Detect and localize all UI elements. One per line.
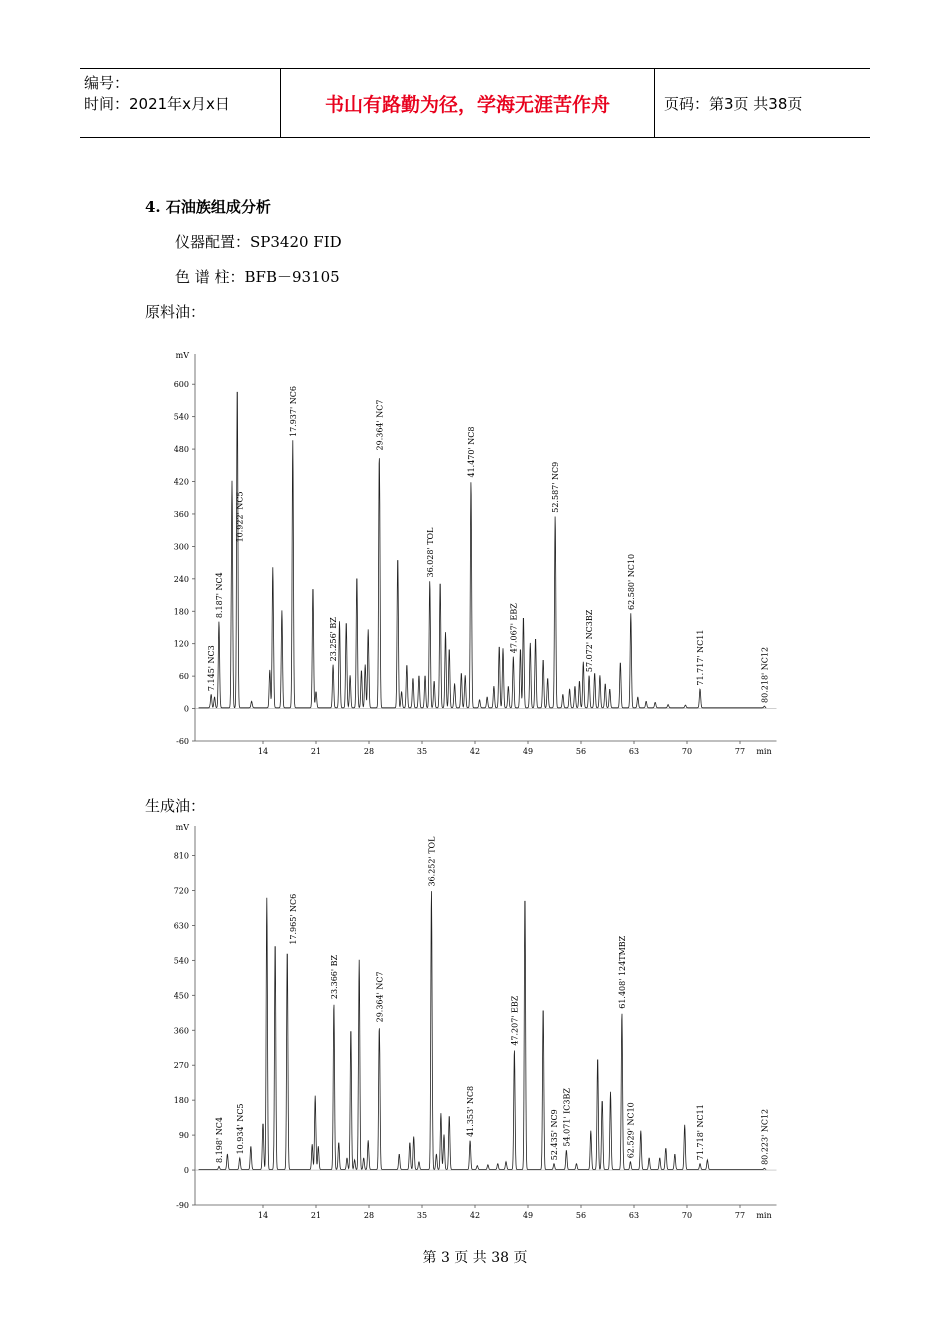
y-tick-label: 180 [173,1096,189,1106]
y-tick-label: 270 [173,1061,189,1071]
peak-annotation: 41.353' NC8 [466,1085,476,1137]
peak-annotation: 17.965' NC6 [289,893,299,945]
x-tick-label: 70 [681,1211,693,1220]
section-title: 4. 石油族组成分析 [145,198,271,216]
peak-annotation: 29.364' NC7 [375,971,385,1023]
y-tick-label: 420 [173,477,189,487]
x-tick-label: 56 [575,747,587,756]
peak-annotation: 10.922' NC5 [235,491,245,543]
header-page-info: 页码：第3页 共38页 [664,94,803,113]
y-tick-label: -60 [176,737,189,746]
x-tick-label: 42 [469,1211,481,1220]
x-tick-label: 56 [575,1211,587,1220]
peak-annotation: 54.071' IC3BZ [562,1088,572,1147]
peak-annotation: 71.717' NC11 [696,629,706,686]
peak-annotation: 62.580' NC10 [626,553,636,610]
peak-annotation: 52.435' NC9 [550,1109,560,1161]
y-tick-label: 540 [173,956,189,966]
y-tick-label: 600 [173,380,189,390]
y-tick-label: 360 [173,509,189,519]
x-tick-label: 42 [469,747,481,756]
peak-annotation: 17.937' NC6 [288,386,298,437]
y-tick-label: 480 [173,445,189,455]
x-tick-label: 70 [681,747,693,756]
column-info: 色 谱 柱：BFB－93105 [175,268,340,286]
y-tick-label: 540 [173,412,189,422]
x-tick-label: 49 [522,1211,534,1220]
x-tick-label: 77 [734,747,746,756]
doc-number-label: 编号： [84,74,130,92]
chart-1-label: 原料油： [145,303,206,321]
x-tick-label: 21 [310,747,322,756]
header-motto: 书山有路勤为径，学海无涯苦作舟 [280,69,655,137]
x-tick-label: 28 [363,747,375,756]
y-tick-label: 60 [178,672,189,682]
y-unit-label: mV [175,351,189,360]
y-tick-label: 630 [173,921,189,931]
chart-2-label: 生成油： [145,797,206,815]
doc-date-label: 时间：2021年x月x日 [84,95,230,113]
x-tick-label: 14 [257,747,269,756]
y-tick-label: 450 [173,991,189,1001]
peak-annotation: 8.187' NC4 [214,572,224,619]
y-tick-label: 720 [173,886,189,896]
peak-annotation: 36.028' TOL [425,527,435,578]
peak-annotation: 23.256' BZ [329,617,339,662]
y-tick-label: 300 [173,542,189,552]
page-header [80,68,870,138]
y-tick-label: 90 [178,1131,189,1141]
peak-annotation: 10.934' NC5 [235,1103,245,1155]
y-tick-label: 240 [173,574,189,584]
peak-annotation: 80.223' NC12 [760,1108,770,1165]
peak-annotation: 29.364' NC7 [375,399,385,451]
x-tick-label: 35 [416,1211,428,1220]
chromatogram-product-oil [0,812,950,1222]
y-tick-label: 360 [173,1026,189,1036]
peak-annotation: 57.072' NC3BZ [585,609,595,673]
peak-annotation: 80.218' NC12 [760,646,770,703]
x-tick-label: 14 [257,1211,269,1220]
y-tick-label: 180 [173,607,189,617]
x-unit-label: min [756,1211,772,1220]
chromatogram-feed-oil [0,340,950,760]
peak-annotation: 8.198' NC4 [215,1117,225,1163]
peak-annotation: 23.366' BZ [329,954,339,1000]
x-tick-label: 63 [628,1211,640,1220]
peak-annotation: 62.529' NC10 [626,1102,636,1159]
peak-annotation: 7.145' NC3 [207,645,217,692]
y-tick-label: -90 [176,1201,189,1210]
signal-trace [199,891,770,1169]
x-tick-label: 28 [363,1211,375,1220]
x-tick-label: 63 [628,747,640,756]
peak-annotation: 47.067' EBZ [509,603,519,654]
y-tick-label: 0 [183,1166,189,1176]
peak-annotation: 52.587' NC9 [551,461,561,513]
y-unit-label: mV [175,823,189,832]
peak-annotation: 71.718' NC11 [696,1104,706,1161]
header-meta [80,69,280,137]
y-tick-label: 120 [173,639,189,649]
x-tick-label: 49 [522,747,534,756]
peak-annotation: 47.207' EBZ [510,995,520,1046]
instrument-config: 仪器配置：SP3420 FID [175,233,342,251]
peak-annotation: 61.408' 124TMBZ [617,935,627,1009]
peak-annotation: 41.470' NC8 [467,426,477,478]
signal-trace [199,392,770,708]
x-tick-label: 35 [416,747,428,756]
x-tick-label: 21 [310,1211,322,1220]
y-tick-label: 810 [173,851,189,861]
x-tick-label: 77 [734,1211,746,1220]
x-unit-label: min [756,747,772,756]
peak-annotation: 36.252' TOL [427,836,437,887]
y-tick-label: 0 [183,704,189,714]
page-footer: 第 3 页 共 38 页 [422,1250,528,1266]
